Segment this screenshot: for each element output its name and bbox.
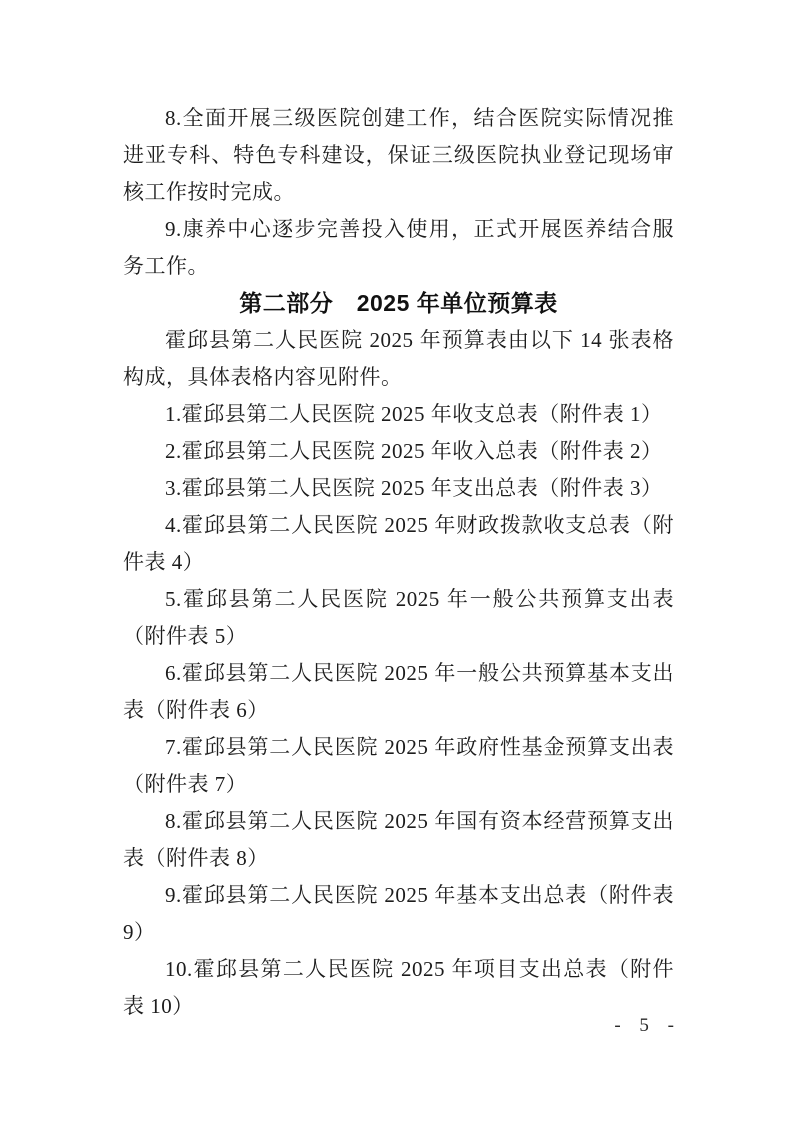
budget-table-item-3: 3.霍邱县第二人民医院 2025 年支出总表（附件表 3） xyxy=(165,476,663,500)
budget-table-item-5: 5.霍邱县第二人民医院 2025 年一般公共预算支出表（附件表 5） xyxy=(123,587,674,648)
budget-table-item-6: 6.霍邱县第二人民医院 2025 年一般公共预算基本支出表（附件表 6） xyxy=(123,661,674,722)
work-plan-paragraph-9: 9.康养中心逐步完善投入使用，正式开展医养结合服务工作。 xyxy=(123,217,674,278)
budget-table-item-10: 10.霍邱县第二人民医院 2025 年项目支出总表（附件表 10） xyxy=(123,957,674,1018)
work-plan-paragraph-8: 8.全面开展三级医院创建工作，结合医院实际情况推进亚专科、特色专科建设，保证三级医院执业登记现场审核工作按时完成。 xyxy=(123,106,674,204)
budget-table-item-8: 8.霍邱县第二人民医院 2025 年国有资本经营预算支出表（附件表 8） xyxy=(123,809,674,870)
budget-table-item-9: 9.霍邱县第二人民医院 2025 年基本支出总表（附件表 9） xyxy=(123,883,674,944)
section-heading-part-two: 第二部分 2025 年单位预算表 xyxy=(239,290,558,316)
budget-table-item-1: 1.霍邱县第二人民医院 2025 年收支总表（附件表 1） xyxy=(165,402,663,426)
budget-table-item-7: 7.霍邱县第二人民医院 2025 年政府性基金预算支出表（附件表 7） xyxy=(123,735,674,796)
document-body xyxy=(123,100,674,1025)
budget-tables-intro: 霍邱县第二人民医院 2025 年预算表由以下 14 张表格构成，具体表格内容见附件。 xyxy=(123,328,674,389)
page-number: - 5 - xyxy=(614,1015,681,1036)
budget-table-item-2: 2.霍邱县第二人民医院 2025 年收入总表（附件表 2） xyxy=(165,439,663,463)
budget-table-item-4: 4.霍邱县第二人民医院 2025 年财政拨款收支总表（附件表 4） xyxy=(123,513,674,574)
